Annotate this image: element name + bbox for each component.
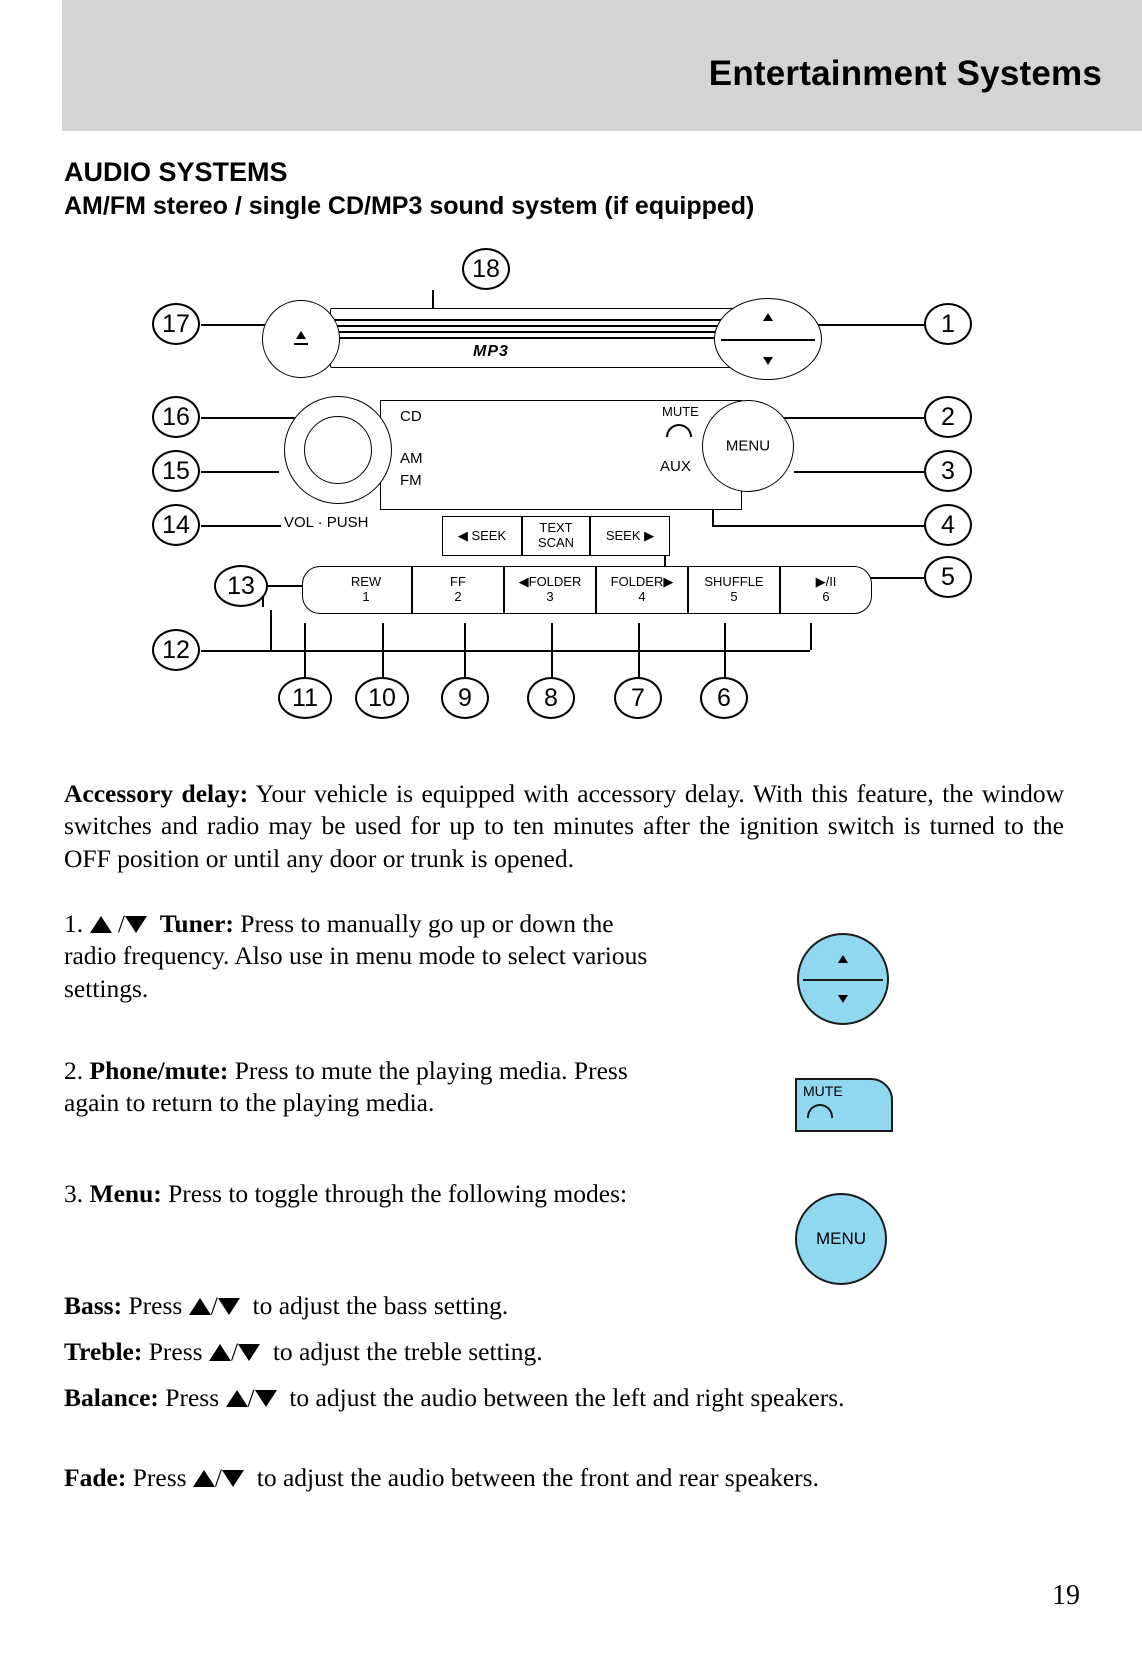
preset-2-label: FF <box>450 574 466 590</box>
treble-text: to adjust the treble setting. <box>272 1337 543 1366</box>
treble-press: Press <box>148 1337 203 1366</box>
accessory-delay-text: Your vehicle is equipped with accessory delay. With this feature, the window switches and radio may be used for up to ten minutes after the ignition switch is turned to the OFF position or until any door or trunk is opened. <box>64 779 1064 873</box>
item2-text: Press to mute the playing media. Press again to return to the playing media. <box>64 1056 628 1118</box>
menu-icon-label: MENU <box>815 1229 867 1248</box>
setting-fade: Fade: Press / to adjust the audio between the front and rear speakers. <box>64 1463 819 1492</box>
cd-label: CD <box>400 408 422 425</box>
preset-2-number: 2 <box>454 589 462 604</box>
callout-15: 15 <box>152 450 200 492</box>
accessory-delay-paragraph <box>64 778 1064 875</box>
text-label: TEXT <box>539 520 573 536</box>
preset-row-left-cap <box>302 566 322 614</box>
triangle-up-icon <box>90 916 112 933</box>
balance-text: to adjust the audio between the left and right speakers. <box>289 1383 845 1412</box>
bass-title: Bass: <box>64 1291 123 1320</box>
callout-9: 9 <box>441 677 489 719</box>
callout-14: 14 <box>152 504 200 546</box>
preset-button-5[interactable] <box>688 566 780 614</box>
preset-button-2[interactable] <box>412 566 504 614</box>
fade-text: to adjust the audio between the front and rear speakers. <box>256 1463 819 1492</box>
preset-button-3[interactable] <box>504 566 596 614</box>
triangle-up-icon <box>838 955 848 963</box>
callout-11: 11 <box>278 677 332 719</box>
setting-balance: Balance: Press / to adjust the audio between the left and right speakers. <box>64 1383 845 1412</box>
item3-number: 3. <box>64 1179 84 1208</box>
callout-12: 12 <box>152 629 200 671</box>
section-subheading-system: AM/FM stereo / single CD/MP3 sound system (if equipped) <box>64 192 755 220</box>
rocker-divider <box>803 979 883 981</box>
treble-title: Treble: <box>64 1337 143 1366</box>
text-scan-button[interactable] <box>522 516 590 556</box>
item2-number: 2. <box>64 1056 84 1085</box>
callout-10: 10 <box>355 677 409 719</box>
cd-slot-panel <box>330 308 742 368</box>
section-heading-audio-systems: AUDIO SYSTEMS <box>64 157 288 187</box>
fm-label: FM <box>400 472 422 489</box>
seek-left-label: ◀ SEEK <box>457 527 507 543</box>
triangle-up-icon <box>209 1344 231 1361</box>
setting-treble: Treble: Press / to adjust the treble setting. <box>64 1337 543 1366</box>
triangle-down-icon <box>238 1344 260 1361</box>
callout-8: 8 <box>527 677 575 719</box>
triangle-up-icon <box>226 1390 248 1407</box>
accessory-delay-title: Accessory delay: <box>64 779 249 808</box>
seek-right-button[interactable] <box>590 516 670 556</box>
triangle-down-icon <box>125 916 147 933</box>
menu-button[interactable] <box>702 400 794 492</box>
phone-mute-icon <box>795 1078 893 1132</box>
radio-faceplate <box>262 308 837 638</box>
callout-6: 6 <box>700 677 748 719</box>
cd-slot-lines <box>331 309 741 367</box>
item1-title: Tuner: <box>159 909 234 938</box>
eject-bar-icon <box>294 343 308 345</box>
preset-1-number: 1 <box>362 589 370 604</box>
tuner-down-icon <box>763 357 773 365</box>
triangle-up-icon <box>193 1470 215 1487</box>
menu-button-icon <box>795 1193 887 1285</box>
callout-2: 2 <box>924 396 972 438</box>
callout-1: 1 <box>924 303 972 345</box>
seek-left-button[interactable] <box>442 516 522 556</box>
setting-bass: Bass: Press / to adjust the bass setting. <box>64 1291 509 1320</box>
mp3-logo: MP3 <box>473 343 509 360</box>
triangle-down-icon <box>255 1390 277 1407</box>
callout-4: 4 <box>924 504 972 546</box>
fade-press: Press <box>132 1463 187 1492</box>
item3-title: Menu: <box>89 1179 162 1208</box>
list-item-2 <box>64 1055 664 1120</box>
preset-button-6[interactable] <box>780 566 872 614</box>
page-header-title: Entertainment Systems <box>708 54 1102 93</box>
mute-label: MUTE <box>662 404 699 419</box>
callout-7: 7 <box>614 677 662 719</box>
aux-label: AUX <box>660 458 691 475</box>
radio-faceplate-diagram <box>64 240 1074 720</box>
am-label: AM <box>400 450 423 467</box>
triangle-down-icon <box>838 995 848 1003</box>
triangle-down-icon <box>222 1470 244 1487</box>
preset-4-label: FOLDER▶ <box>610 574 674 590</box>
list-item-1 <box>64 908 664 1005</box>
eject-button[interactable] <box>262 300 340 378</box>
phone-handset-icon <box>807 1104 833 1118</box>
tuner-up-icon <box>763 313 773 321</box>
preset-5-label: SHUFFLE <box>704 574 764 590</box>
scan-label: SCAN <box>537 535 575 550</box>
bass-text: to adjust the bass setting. <box>252 1291 509 1320</box>
callout-18: 18 <box>462 248 510 290</box>
eject-triangle-icon <box>296 331 306 339</box>
preset-button-1[interactable] <box>320 566 412 614</box>
preset-6-label: ▶/II <box>815 574 837 590</box>
item3-text: Press to toggle through the following modes: <box>161 1179 628 1208</box>
tuner-rocker-button[interactable] <box>714 298 822 380</box>
menu-button-label: MENU <box>725 437 771 455</box>
item1-separator: / <box>117 909 125 938</box>
callout-5: 5 <box>924 556 972 598</box>
preset-3-number: 3 <box>546 589 554 604</box>
item2-title: Phone/mute: <box>89 1056 229 1085</box>
list-item-3 <box>64 1178 664 1210</box>
vol-push-label: VOL · PUSH <box>284 514 369 531</box>
preset-1-label: REW <box>350 574 382 590</box>
preset-3-label: ◀FOLDER <box>518 574 582 590</box>
rocker-divider <box>721 339 815 341</box>
lead-line <box>201 650 271 652</box>
callout-16: 16 <box>152 396 200 438</box>
page-number: 19 <box>1052 1580 1080 1611</box>
tuner-rocker-icon <box>797 933 889 1025</box>
lead-line <box>270 650 810 652</box>
preset-5-number: 5 <box>730 589 738 604</box>
triangle-up-icon <box>189 1298 211 1315</box>
item1-text: Press to manually go up or down the radio frequency. Also use in menu mode to select various settings. <box>64 909 648 1003</box>
volume-knob-inner[interactable] <box>304 416 372 484</box>
balance-press: Press <box>165 1383 220 1412</box>
balance-title: Balance: <box>64 1383 159 1412</box>
fade-title: Fade: <box>64 1463 127 1492</box>
item1-number: 1. <box>64 909 84 938</box>
preset-6-number: 6 <box>822 589 830 604</box>
triangle-down-icon <box>218 1298 240 1315</box>
callout-17: 17 <box>152 303 200 345</box>
callout-3: 3 <box>924 450 972 492</box>
preset-button-4[interactable] <box>596 566 688 614</box>
mute-icon-label: MUTE <box>803 1083 843 1099</box>
bass-press: Press <box>128 1291 183 1320</box>
preset-4-number: 4 <box>638 589 646 604</box>
seek-right-label: SEEK ▶ <box>605 527 655 543</box>
callout-13: 13 <box>214 565 268 607</box>
